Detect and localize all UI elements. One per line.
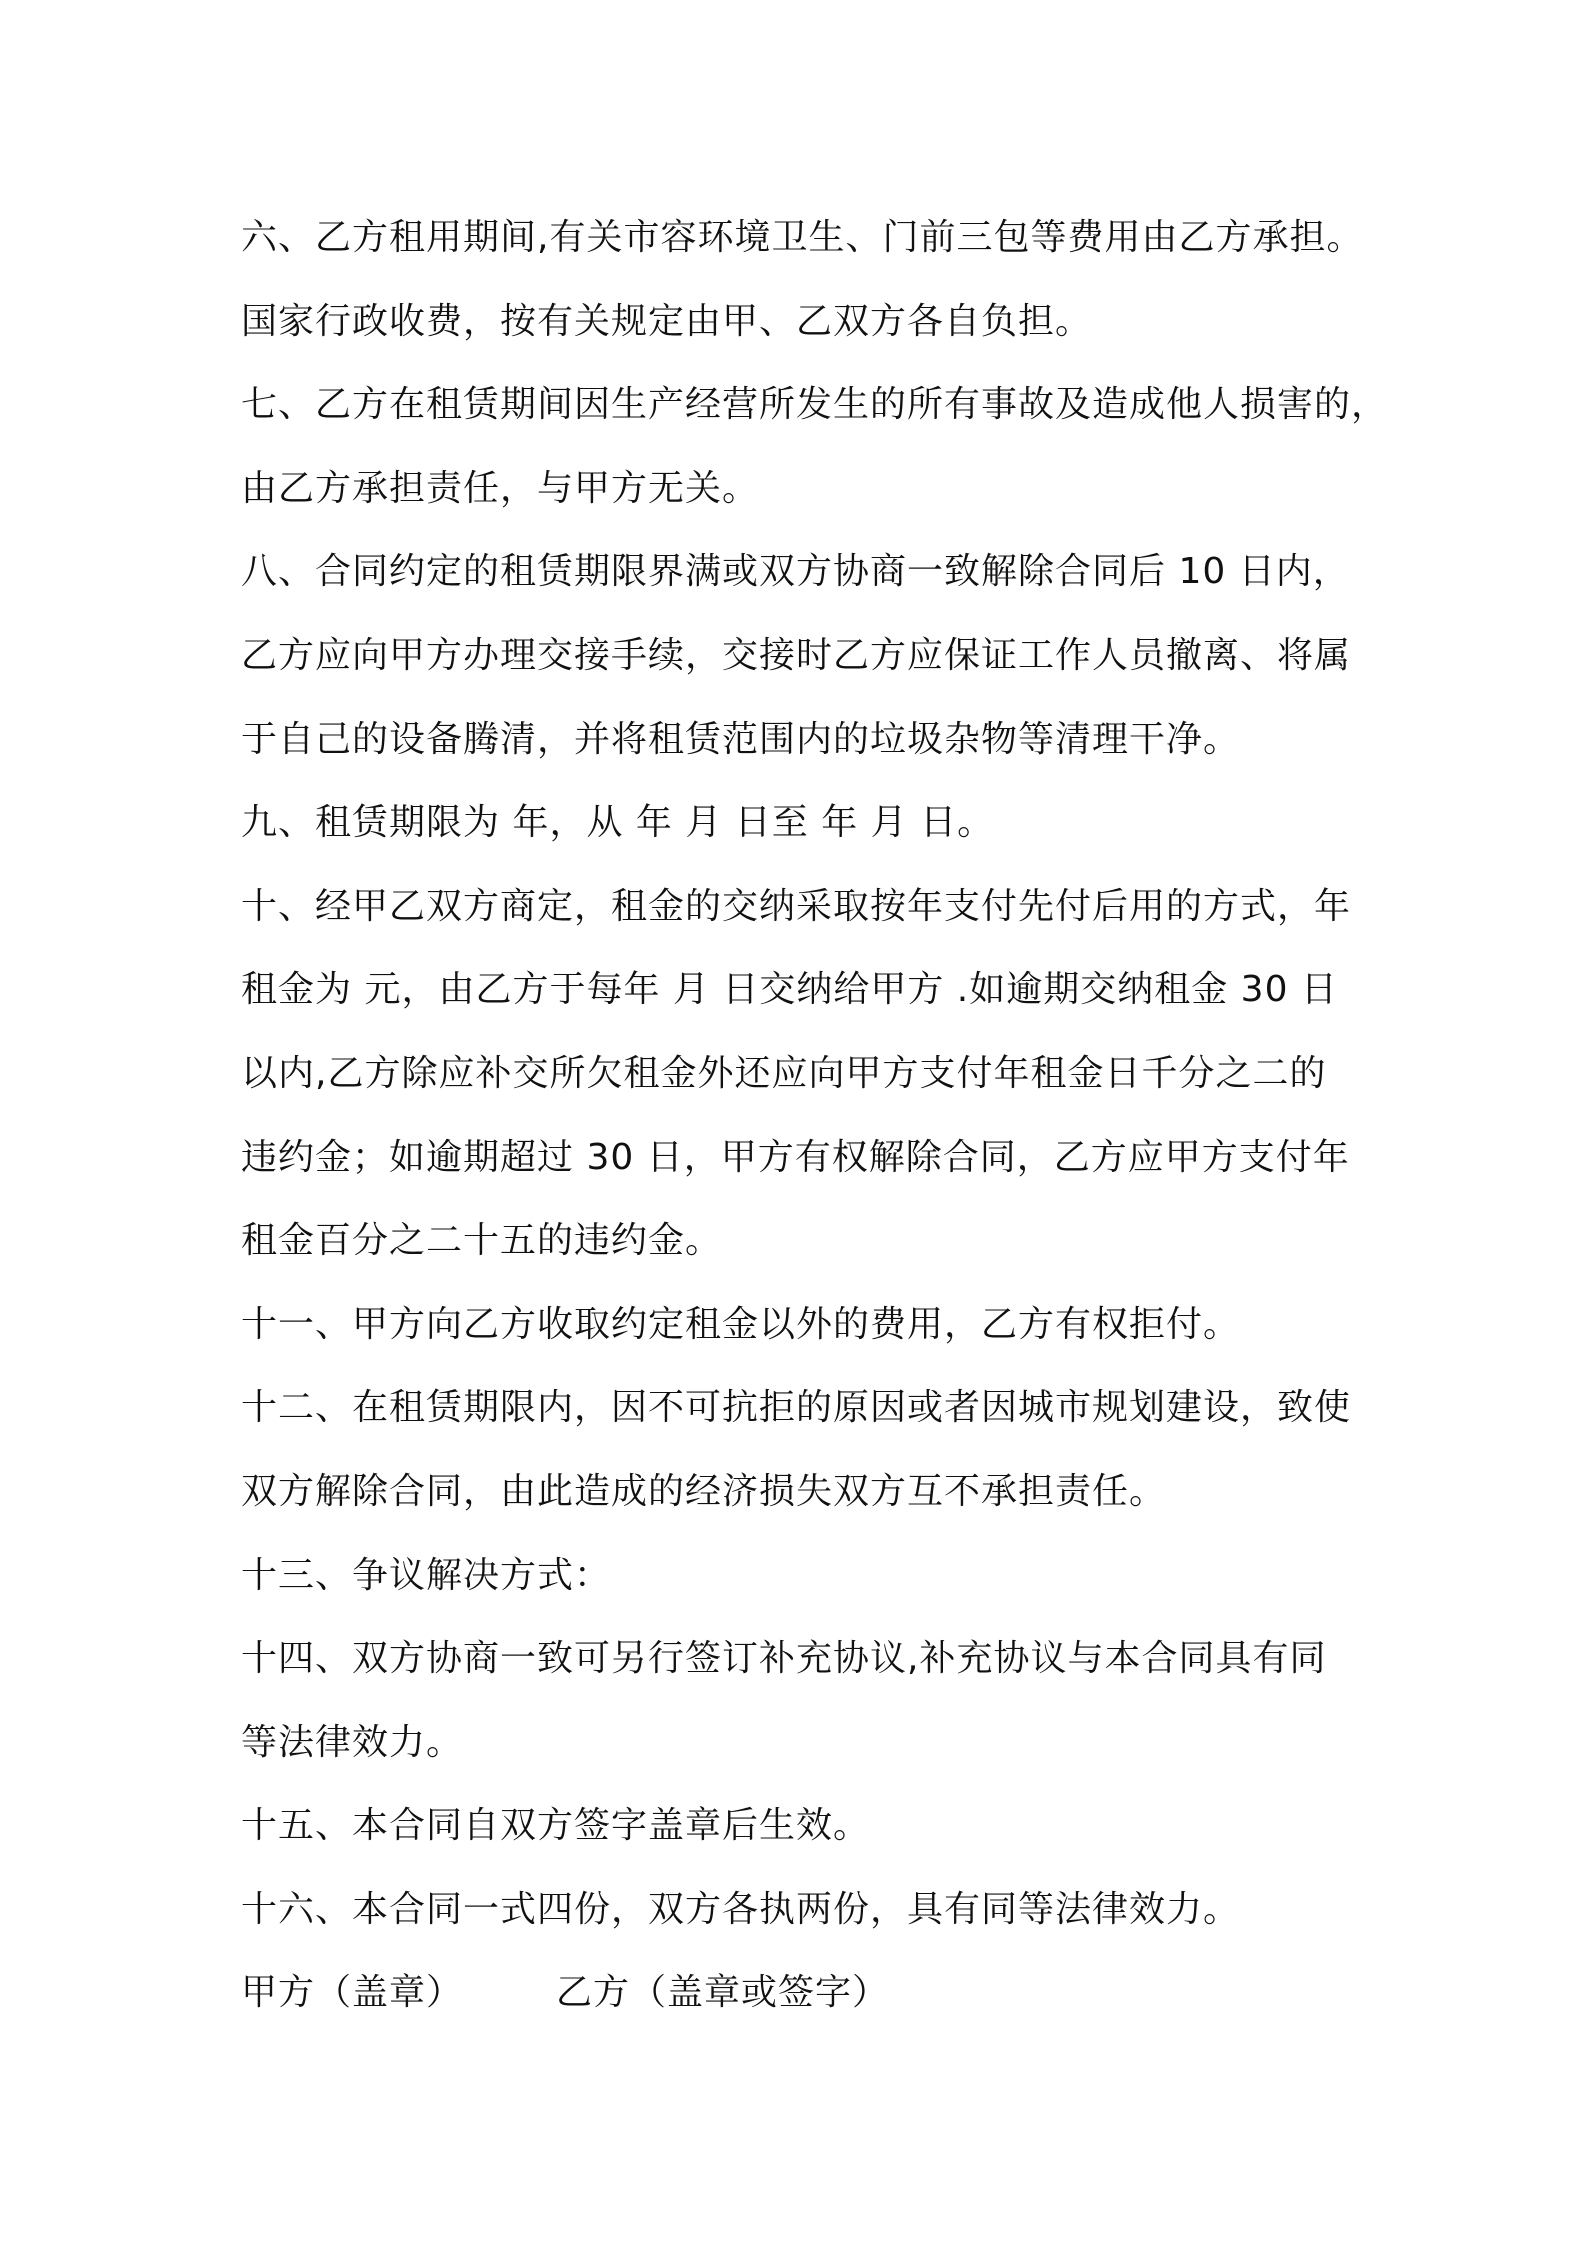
clause-11-line-1: 十一、甲方向乙方收取约定租金以外的费用，乙方有权拒付。 [241, 1303, 1241, 1345]
clause-10-line-4: 违约金；如逾期超过 30 日，甲方有权解除合同，乙方应甲方支付年 [241, 1136, 1350, 1178]
clause-10-line-5: 租金百分之二十五的违约金。 [241, 1220, 723, 1262]
clause-15-line-1: 十五、本合同自双方签字盖章后生效。 [241, 1805, 871, 1847]
clause-6-line-1: 六、乙方租用期间,有关市容环境卫生、门前三包等费用由乙方承担。 [241, 217, 1364, 258]
clause-10-line-2: 租金为 元，由乙方于每年 月 日交纳给甲方 .如逾期交纳租金 30 日 [241, 969, 1338, 1011]
clause-8-line-2: 乙方应向甲方办理交接手续，交接时乙方应保证工作人员撤离、将属 [241, 634, 1352, 676]
clause-7-line-1: 七、乙方在租赁期间因生产经营所发生的所有事故及造成他人损害的， [241, 384, 1389, 426]
clause-9-line-1: 九、租赁期限为 年，从 年 月 日至 年 月 日。 [241, 802, 995, 844]
clause-10-line-1: 十、经甲乙双方商定，租金的交纳采取按年支付先付后用的方式，年 [241, 885, 1352, 927]
clause-7-line-2: 由乙方承担责任，与甲方无关。 [241, 467, 760, 509]
clause-8-line-1: 八、合同约定的租赁期限界满或双方协商一致解除合同后 10 日内， [241, 551, 1350, 593]
clause-16-line-1: 十六、本合同一式四份，双方各执两份，具有同等法律效力。 [241, 1888, 1241, 1930]
clause-10-line-3: 以内,乙方除应补交所欠租金外还应向甲方支付年租金日千分之二的 [241, 1052, 1327, 1094]
clause-8-line-3: 于自己的设备腾清，并将租赁范围内的垃圾杂物等清理干净。 [241, 718, 1241, 760]
signature-line: 甲方（盖章） 乙方（盖章或签字） [241, 1972, 890, 2014]
clause-14-line-1: 十四、双方协商一致可另行签订补充协议,补充协议与本合同具有同 [241, 1638, 1327, 1680]
clause-14-line-2: 等法律效力。 [241, 1721, 464, 1763]
clause-6-line-2: 国家行政收费，按有关规定由甲、乙双方各自负担。 [241, 300, 1093, 342]
clause-12-line-2: 双方解除合同，由此造成的经济损失双方互不承担责任。 [241, 1470, 1167, 1512]
clause-13-line-1: 十三、争议解决方式： [241, 1554, 612, 1596]
clause-12-line-1: 十二、在租赁期限内，因不可抗拒的原因或者因城市规划建设，致使 [241, 1387, 1352, 1429]
contract-text-body [241, 196, 1389, 2035]
